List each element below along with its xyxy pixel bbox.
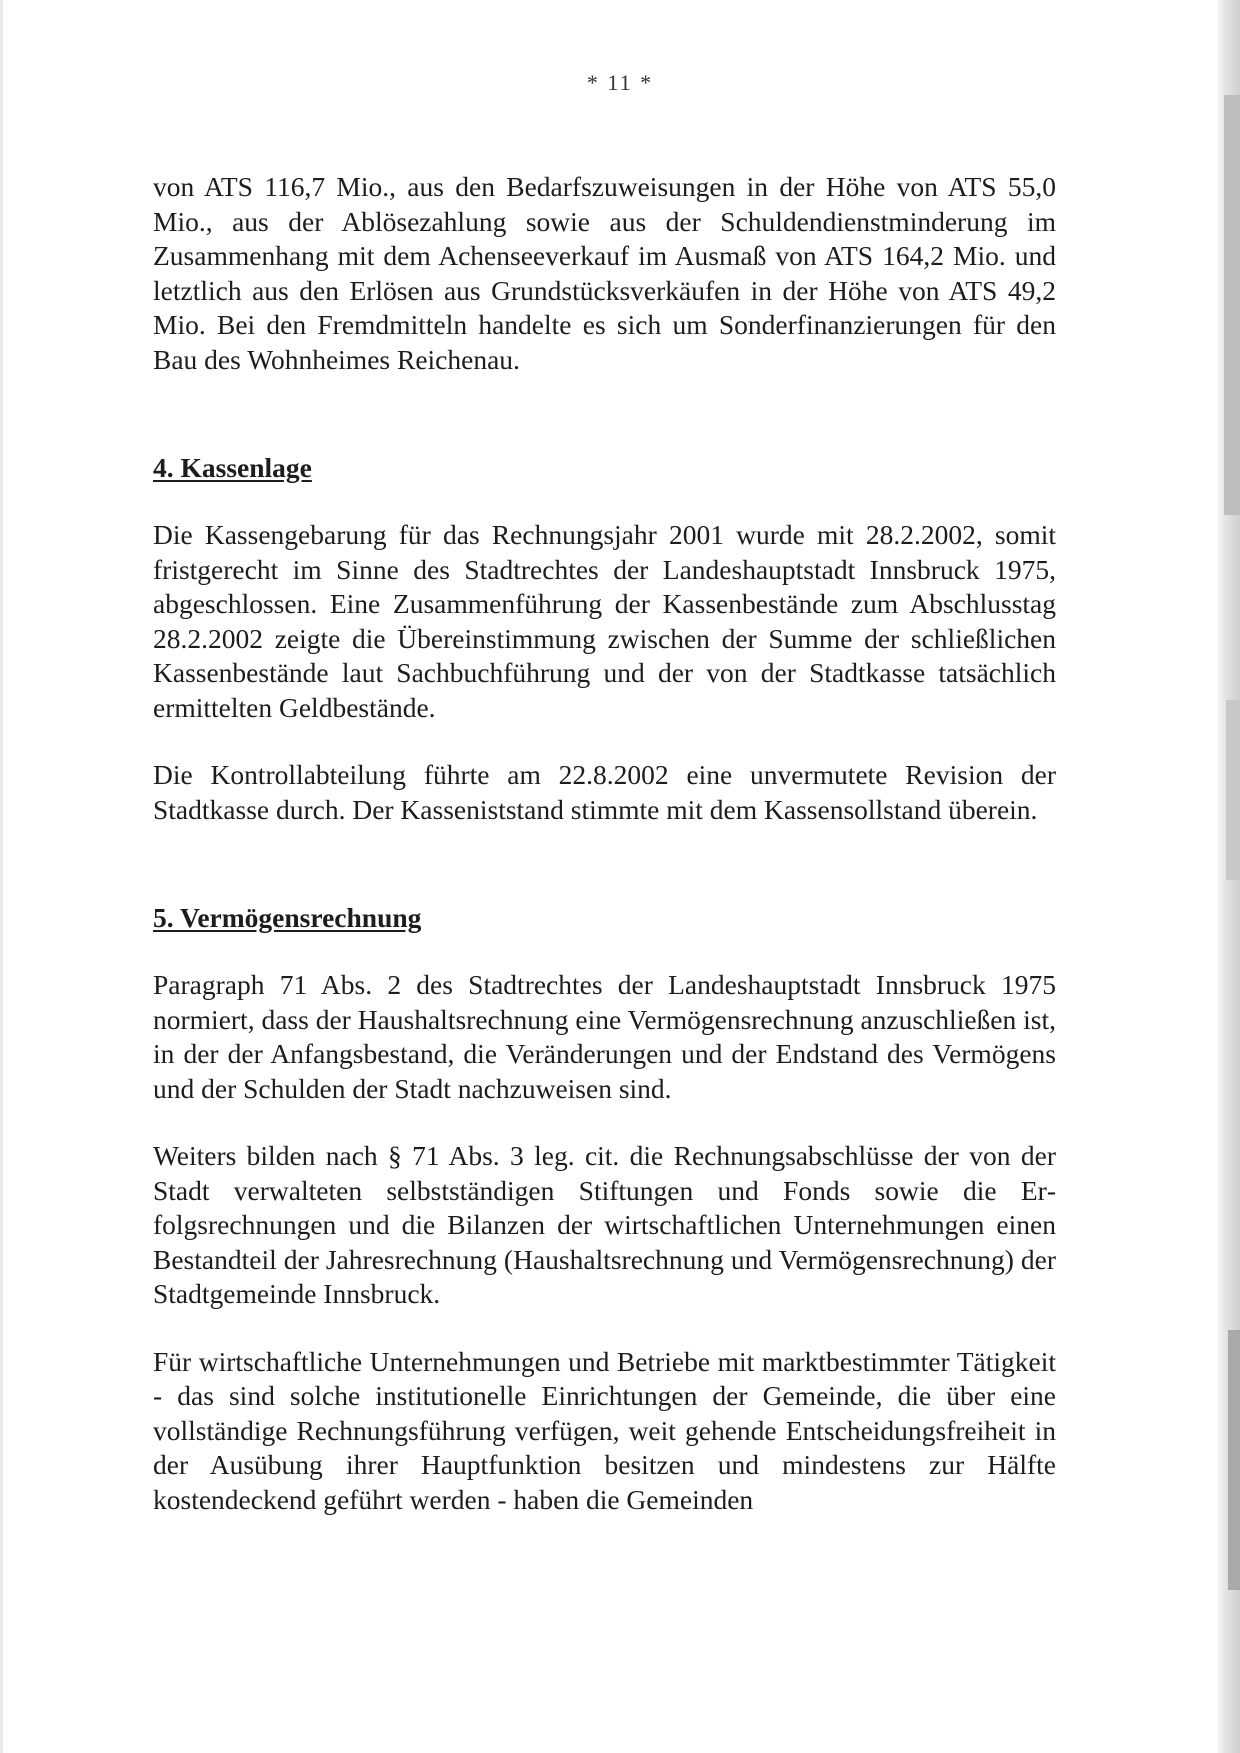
section-4-paragraph-1: Die Kassengebarung für das Rechnungsjahr 2001 wurde mit 28.2.2002, somit fristgerecht im Sinne des Stadtrechtes der Landeshauptstadt Innsbruck 1975, abgeschlossen. Eine Zusammenführung der Kassenbestände zum Abschlusstag 28.2.2002 zeigte die Übereinstimmung zwischen der Summe der schließlichen Kassenbestände laut Sachbuchführung und der von der Stadtkasse tatsächlich ermittelten Geldbestände. (153, 519, 1056, 723)
section-5-paragraph-2: Weiters bilden nach § 71 Abs. 3 leg. cit. die Rechnungsabschlüsse der von der Stadt verwalteten selbstständigen Stiftungen und Fonds sowie die Erfolgsrechnungen und die Bilanzen der wirtschaftlichen Unternehmungen einen Bestandteil der Jahresrechnung (Haushaltsrechnung und Vermögensrechnung) der Stadtgemeinde Innsbruck. (153, 1140, 1056, 1309)
section-5-paragraph-1: Paragraph 71 Abs. 2 des Stadtrechtes der Landeshauptstadt Innsbruck 1975 normiert, dass der Haushaltsrechnung eine Vermögensrechnung anzuschließen ist, in der der Anfangsbestand, die Veränderungen und der Endstand des Vermögens und der Schulden der Stadt nachzuweisen sind. (153, 969, 1056, 1104)
section-5-paragraph-3: Für wirtschaftliche Unternehmungen und Betriebe mit marktbestimmter Tätigkeit - das sind solche institutionelle Einrichtungen der Gemeinde, die über eine vollständige Rechnungsführung verfügen, weit gehende Entscheidungsfreiheit in der Ausübung ihrer Hauptfunktion besitzen und mindestens zur Hälfte kostendeckend geführt werden - haben die Gemeinden (153, 1345, 1056, 1515)
scan-right-edge (1218, 0, 1240, 1753)
page-number: * 11 * (586, 70, 654, 95)
section-4-heading: 4. Kassenlage (153, 452, 312, 483)
page-content (153, 170, 1056, 1517)
section-5-heading: 5. Vermögensrechnung (153, 902, 422, 933)
section-4-paragraph-2: Die Kontrollabteilung führte am 22.8.2002 eine unvermutete Revision der Stadtkasse durch. Der Kasseniststand stimmte mit dem Kassensollstand überein. (153, 759, 1056, 825)
intro-paragraph: von ATS 116,7 Mio., aus den Bedarfszuweisungen in der Höhe von ATS 55,0 Mio., aus der Ablösezahlung sowie aus der Schuldendienstminderung im Zusammenhang mit dem Achenseeverkauf im Ausmaß von ATS 164,2 Mio. und letztlich aus den Erlösen aus Grundstücksverkäufen in der Höhe von ATS 49,2 Mio. Bei den Fremdmitteln handelte es sich um Sonderfinanzierungen für den Bau des Wohnheimes Reichenau. (153, 171, 1056, 375)
scan-left-edge (0, 0, 3, 1753)
